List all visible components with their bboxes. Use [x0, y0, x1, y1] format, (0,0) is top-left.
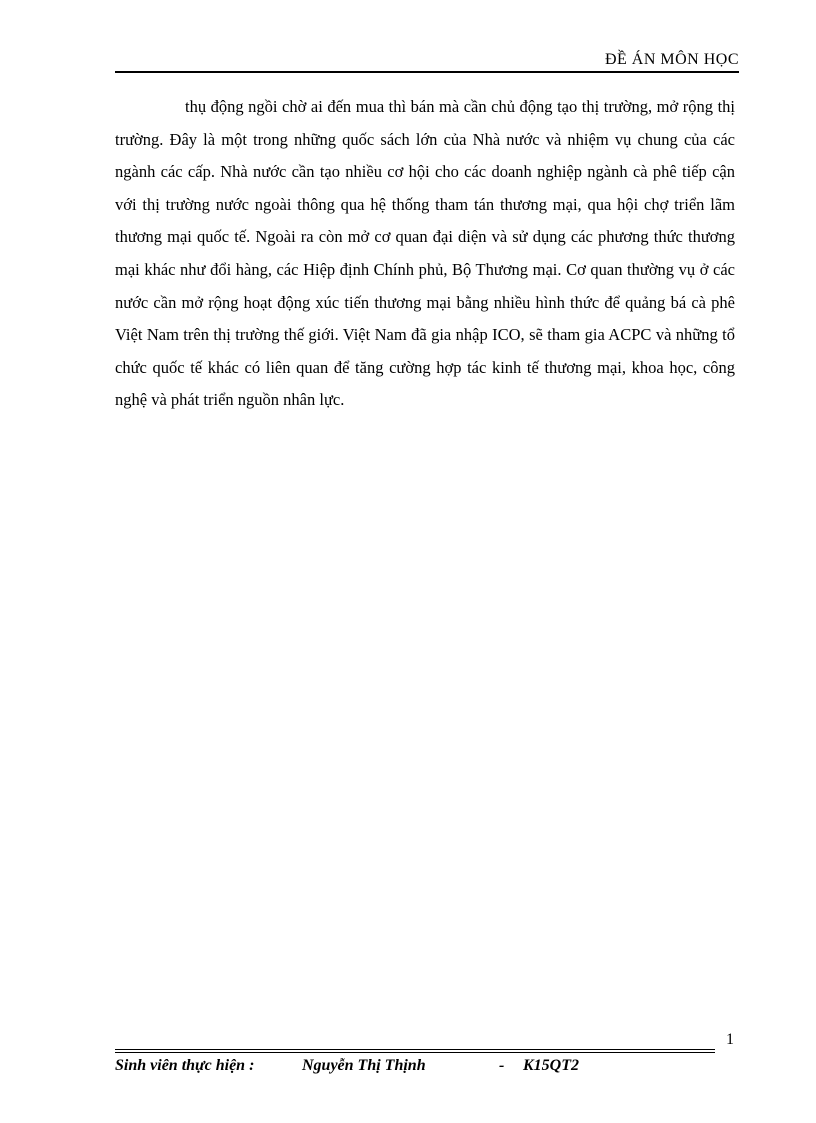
page-header: [115, 50, 739, 72]
header-divider: [115, 71, 739, 73]
body-paragraph: thụ động ngồi chờ ai đến mua thì bán mà cần chủ động tạo thị trường, mở rộng thị trường. Đây là một trong những quốc sách lớn của Nhà nước và nhiệm vụ chung của các ngành các cấp. Nhà nước cần tạo nhiều cơ hội cho các doanh nghiệp ngành cà phê tiếp cận với thị trường nước ngoài thông qua hệ thống tham tán thương mại, qua hội chợ triển lãm thương mại quốc tế. Ngoài ra còn mở cơ quan đại diện và sử dụng các phương thức thương mại khác như đổi hàng, các Hiệp định Chính phủ, Bộ Thương mại. Cơ quan thường vụ ở các nước cần mở rộng hoạt động xúc tiến thương mại bằng nhiều hình thức để quảng bá cà phê Việt Nam trên thị trường thế giới. Việt Nam đã gia nhập ICO, sẽ tham gia ACPC và những tổ chức quốc tế khác có liên quan để tăng cường hợp tác kinh tế thương mại, khoa học, công nghệ và phát triển nguồn nhân lực.: [115, 97, 735, 410]
footer-student-info: [115, 1056, 735, 1078]
document-title: ĐỀ ÁN MÔN HỌC: [604, 51, 739, 68]
student-label: Sinh viên thực hiện :: [115, 1057, 255, 1074]
footer-divider: [115, 1049, 715, 1053]
student-name: Nguyễn Thị Thịnh: [302, 1057, 426, 1074]
page-number: 1: [726, 1031, 734, 1048]
class-code: K15QT2: [523, 1057, 579, 1074]
footer-separator: -: [499, 1057, 505, 1074]
